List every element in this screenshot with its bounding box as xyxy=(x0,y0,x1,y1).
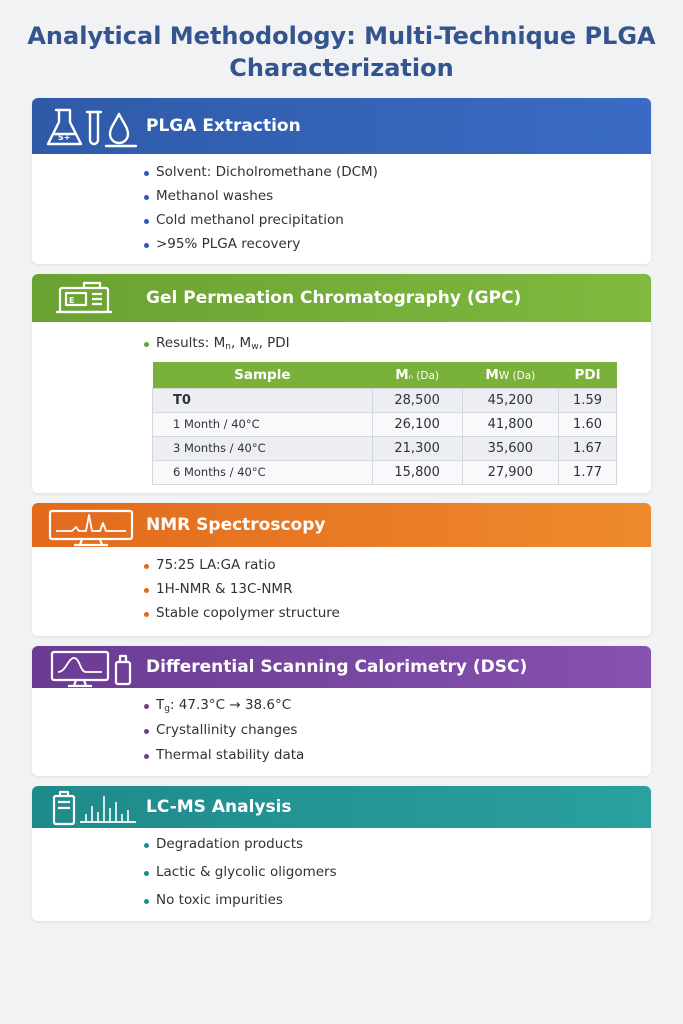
page-title-line1: Analytical Methodology: Multi-Technique PLGA xyxy=(27,22,656,50)
tg-value: : 47.3°C → 38.6°C xyxy=(169,697,292,713)
list-item: Degradation products xyxy=(144,836,337,864)
cell-pdi: 1.77 xyxy=(559,460,617,484)
dsc-card xyxy=(32,646,651,776)
results-item xyxy=(144,335,290,357)
svg-text:S+: S+ xyxy=(58,133,71,142)
extraction-title: PLGA Extraction xyxy=(146,116,301,136)
cell-mn: 28,500 xyxy=(372,388,462,412)
dsc-bullets xyxy=(144,697,304,772)
list-item: >95% PLGA recovery xyxy=(144,236,378,260)
col-mn: Mₙ (Da) xyxy=(372,362,462,388)
extraction-header xyxy=(32,98,651,154)
col-mw: MW (Da) xyxy=(462,362,558,388)
col-sample: Sample xyxy=(153,362,373,388)
cell-sample: 3 Months / 40°C xyxy=(153,436,373,460)
extraction-card xyxy=(32,98,651,264)
cell-pdi: 1.60 xyxy=(559,412,617,436)
gpc-results-table xyxy=(152,362,617,485)
cell-mn: 26,100 xyxy=(372,412,462,436)
table-row xyxy=(153,436,617,460)
cell-pdi: 1.59 xyxy=(559,388,617,412)
nmr-title: NMR Spectroscopy xyxy=(146,515,326,535)
table-header-row xyxy=(153,362,617,388)
list-item: 1H-NMR & 13C-NMR xyxy=(144,581,340,605)
lcms-title: LC-MS Analysis xyxy=(146,797,292,817)
lcms-card xyxy=(32,786,651,921)
results-label: Results: M xyxy=(156,335,226,351)
cell-sample: T0 xyxy=(153,388,373,412)
cell-mn: 15,800 xyxy=(372,460,462,484)
lcms-bullets xyxy=(144,836,337,920)
nmr-card xyxy=(32,503,651,636)
extraction-bullets xyxy=(144,164,378,260)
tg-sub: g xyxy=(164,704,170,714)
results-sub-n: n xyxy=(225,342,231,352)
cell-mw: 35,600 xyxy=(462,436,558,460)
list-item: Lactic & glycolic oligomers xyxy=(144,864,337,892)
cell-mn: 21,300 xyxy=(372,436,462,460)
gpc-header xyxy=(32,274,651,322)
spectrum-monitor-icon xyxy=(44,507,142,547)
svg-text:E: E xyxy=(69,296,75,305)
table-row xyxy=(153,388,617,412)
gpc-instrument-icon xyxy=(44,278,142,318)
lcms-header xyxy=(32,786,651,828)
cell-pdi: 1.67 xyxy=(559,436,617,460)
page-title-line2: Characterization xyxy=(229,54,454,82)
list-item: Stable copolymer structure xyxy=(144,605,340,629)
dsc-monitor-icon xyxy=(44,648,142,688)
cell-sample: 1 Month / 40°C xyxy=(153,412,373,436)
cell-mw: 27,900 xyxy=(462,460,558,484)
tg-label: T xyxy=(156,697,165,713)
results-mid: , M xyxy=(230,335,252,351)
gpc-title: Gel Permeation Chromatography (GPC) xyxy=(146,288,522,308)
mass-spectrometer-icon xyxy=(44,788,142,828)
gpc-bullets xyxy=(144,335,290,357)
list-item: Methanol washes xyxy=(144,188,378,212)
table-row xyxy=(153,460,617,484)
list-item: No toxic impurities xyxy=(144,892,337,920)
nmr-bullets xyxy=(144,557,340,629)
dsc-title: Differential Scanning Calorimetry (DSC) xyxy=(146,657,528,677)
nmr-header xyxy=(32,503,651,547)
list-item: Solvent: Dicholromethane (DCM) xyxy=(144,164,378,188)
page-title xyxy=(0,20,683,84)
list-item: 75:25 LA:GA ratio xyxy=(144,557,340,581)
list-item: Cold methanol precipitation xyxy=(144,212,378,236)
table-row xyxy=(153,412,617,436)
tg-item xyxy=(144,697,304,722)
gpc-card xyxy=(32,274,651,493)
results-sub-w: w xyxy=(251,342,259,352)
results-end: , PDI xyxy=(258,335,290,351)
list-item: Crystallinity changes xyxy=(144,722,304,747)
col-pdi: PDI xyxy=(559,362,617,388)
cell-mw: 41,800 xyxy=(462,412,558,436)
cell-mw: 45,200 xyxy=(462,388,558,412)
dsc-header xyxy=(32,646,651,688)
lab-glassware-icon xyxy=(44,104,142,150)
cell-sample: 6 Months / 40°C xyxy=(153,460,373,484)
list-item: Thermal stability data xyxy=(144,747,304,772)
